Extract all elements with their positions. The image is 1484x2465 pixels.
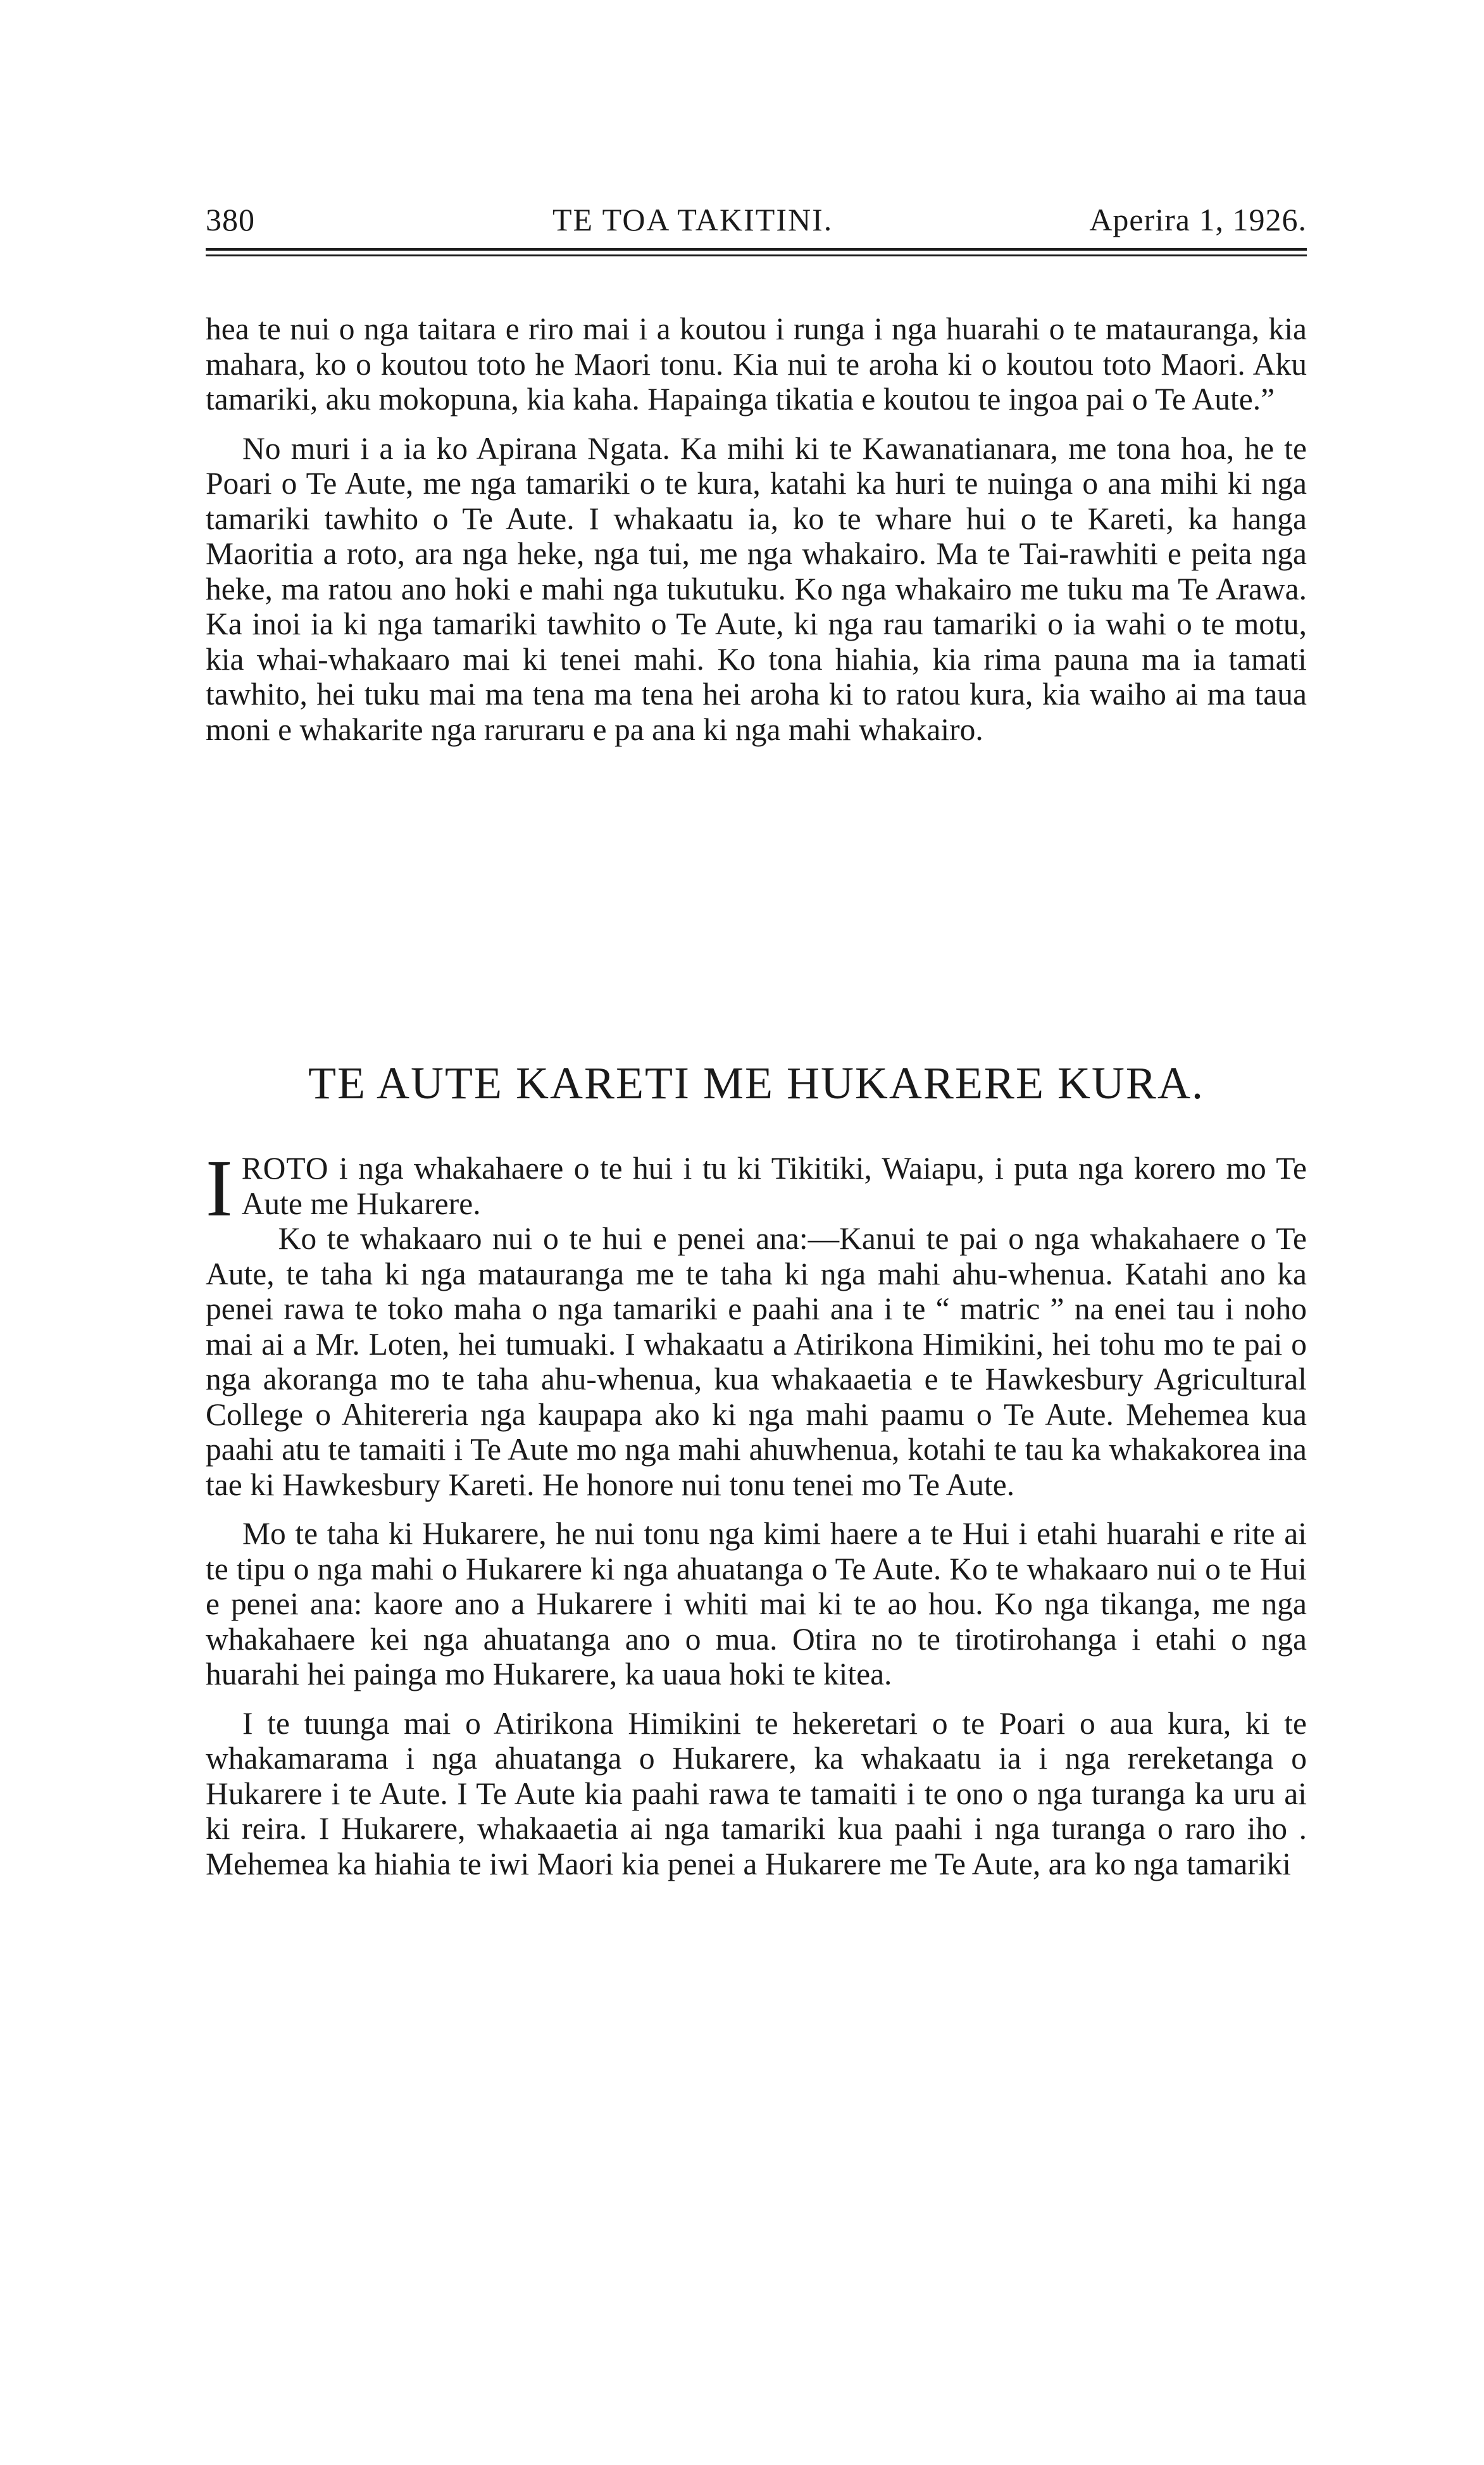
- header-rule-top: [206, 248, 1307, 251]
- article-lead-paragraph: [206, 1143, 1307, 1233]
- lead-word: ROTO: [241, 1151, 329, 1186]
- body-paragraph: Mo te taha ki Hukarere, he nui tonu nga kimi haere a te Hui i etahi huarahi e rite ai te tipu o nga mahi o Hukarere ki nga ahuatanga o Te Aute. Ko te whakaaro nui o te Hui e penei ana: kaore ano a Hukarere i whiti mai ki te ao hou. Ko nga tikanga, me nga whakahaere kei nga ahuatanga ano o mua. Otira no te tirotirohanga i etahi o nga huarahi hei painga mo Hukarere, ka uaua hoki te kitea.: [206, 1516, 1307, 1691]
- issue-date: Aperira 1, 1926.: [1089, 202, 1307, 237]
- body-paragraph: I te tuunga mai o Atirikona Himikini te hekeretari o te Poari o aua kura, ki te whakamarama i nga ahuatanga o Hukarere, ka whakaatu ia i nga rereketanga o Hukarere i te Aute. I Te Aute kia paahi rawa te tamaiti i te ono o nga turanga ka uru ai ki reira. I Hukarere, whakaaetia ai nga tamariki kua paahi i nga turanga o raro iho . Mehemea ka hiahia te iwi Maori kia penei a Hukarere me Te Aute, ara ko nga tamariki: [206, 1705, 1307, 1881]
- periodical-title: TE TOA TAKITINI.: [552, 202, 833, 237]
- continued-paragraph: hea te nui o nga taitara e riro mai i a koutou i runga i nga huarahi o te matauranga, kia mahara, ko o koutou toto he Maori tonu. Kia nui te aroha ki o koutou toto Maori. Aku tamariki, aku mokopuna, kia kaha. Hapainga tikatia e koutou te ingoa pai o Te Aute.”: [206, 311, 1307, 417]
- page-number: 380: [206, 202, 255, 237]
- article-body: [206, 1143, 1307, 1881]
- article-heading: TE AUTE KARETI ME HUKARERE KURA.: [308, 1058, 1204, 1108]
- body-paragraph: Ko te whakaaro nui o te hui e penei ana:—Kanui te pai o nga whakahaere o Te Aute, te taha ki nga matauranga me te taha ki nga mahi ahu-whenua. Katahi ano ka penei rawa te toko maha o nga tamariki e paahi ana i te “ matric ” na enei tau i noho mai ai a Mr. Loten, hei tumuaki. I whakaatu a Atirikona Himikini, hei tohu mo te pai o nga akoranga mo te taha ahu-whenua, kua whakaaetia e te Hawkesbury Agricultural College o Ahitereria nga kaupapa ako ki nga mahi paamu o Te Aute. Mehemea kua paahi atu te tamaiti i Te Aute mo nga mahi ahuwhenua, kotahi te tau ka whakakorea ina tae ki Hawkesbury Kareti. He honore nui tonu tenei mo Te Aute.: [206, 1221, 1307, 1502]
- body-paragraph: No muri i a ia ko Apirana Ngata. Ka mihi ki te Kawanatianara, me tona hoa, he te Poari o Te Aute, me nga tamariki o te kura, katahi ka huri te nuinga o ana mihi ki nga tamariki tawhito o Te Aute. I whakaatu ia, ko te whare hui o te Kareti, ka hanga Maoritia a roto, ara nga heke, nga tui, me nga whakairo. Ma te Tai-rawhiti e peita nga heke, ma ratou ano hoki e mahi nga tukutuku. Ko nga whakairo me tuku ma Te Arawa. Ka inoi ia ki nga tamariki tawhito o Te Aute, ki nga rau tamariki o ia wahi o te motu, kia whai-whakaaro mai ki tenei mahi. Ko tona hiahia, kia rima pauna ma ia tamati tawhito, hei tuku mai ma tena ma tena hei aroha ki to ratou kura, kia waiho ai ma taua moni e whakarite nga raruraru e pa ana ki nga mahi whakairo.: [206, 430, 1307, 747]
- header-rule-bottom: [206, 254, 1307, 256]
- running-header: [206, 201, 1307, 246]
- lead-paragraph-text: i nga whakahaere o te hui i tu ki Tikitiki, Waiapu, i puta nga korero mo Te Aute me Hukarere.: [241, 1151, 1307, 1221]
- drop-cap: I: [206, 1143, 233, 1233]
- continued-text: [206, 311, 1307, 747]
